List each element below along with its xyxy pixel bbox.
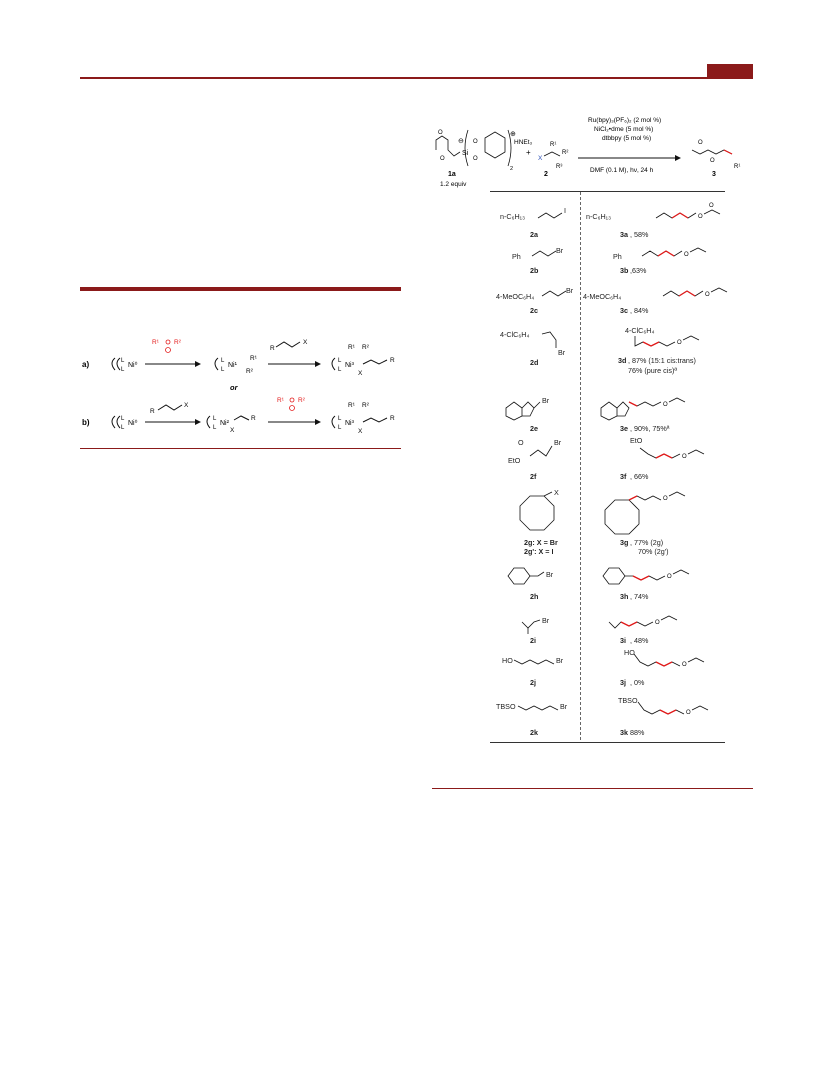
svg-text:DMF (0.1 M), hν, 24 h: DMF (0.1 M), hν, 24 h <box>590 167 654 174</box>
substrate-label: 2d <box>530 358 539 367</box>
table-row <box>490 282 730 318</box>
svg-text:L: L <box>338 358 342 364</box>
substrate-halide: Br <box>542 616 550 625</box>
product-name: Ph <box>613 252 622 261</box>
substrate-halide: Br <box>556 246 564 255</box>
substrate-label: 2h <box>530 592 539 601</box>
svg-text:Ni²: Ni² <box>220 420 229 427</box>
svg-text:O: O <box>655 620 660 626</box>
svg-text:O: O <box>682 662 687 668</box>
svg-text:X: X <box>303 339 308 346</box>
table-row <box>490 694 730 740</box>
substrate-label: 2i <box>530 636 536 645</box>
substrate-halide: Br <box>566 286 574 295</box>
svg-text:R: R <box>390 415 395 422</box>
ni3-product-a <box>332 344 395 377</box>
table-row <box>490 382 730 434</box>
substrate-name: Ph <box>512 252 521 261</box>
svg-text:R²: R² <box>298 397 305 404</box>
product-label: 3j <box>620 678 626 687</box>
product-name: 4-MeOC₆H₄ <box>583 292 622 301</box>
product-yield: , 77% (2g) <box>630 538 664 547</box>
svg-text:R¹: R¹ <box>550 142 557 148</box>
svg-text:+: + <box>526 148 531 157</box>
svg-text:R²: R² <box>246 368 253 375</box>
svg-text:Ni³: Ni³ <box>345 362 354 369</box>
product-yield: , 48% <box>630 636 649 645</box>
svg-text:R: R <box>251 415 256 422</box>
substrate-label: 2b <box>530 266 539 275</box>
vinyl-halide-general <box>538 142 568 178</box>
product-yield: , 90%, 75%ª <box>630 424 670 433</box>
svg-text:R³: R³ <box>556 164 563 170</box>
svg-text:X: X <box>538 155 543 162</box>
product-label: 3i <box>620 636 626 645</box>
substrate-name: HO <box>502 656 513 665</box>
svg-text:O: O <box>684 252 689 258</box>
substrate-label: 2a <box>530 230 538 239</box>
svg-text:X: X <box>358 428 363 435</box>
svg-text:Ni³: Ni³ <box>345 420 354 427</box>
table-row <box>490 322 730 378</box>
svg-text:L: L <box>338 416 342 422</box>
vinyl-halide-a <box>270 339 308 352</box>
svg-text:O: O <box>677 340 682 346</box>
product-yield: , 87% (15:1 cis:trans) <box>628 356 696 365</box>
svg-text:O: O <box>698 214 703 220</box>
product-name: 4-ClC₆H₄ <box>625 326 655 335</box>
ni3-product-b <box>332 402 395 435</box>
substrate-halide: Br <box>554 438 562 447</box>
substrate-name: EtO <box>508 456 521 465</box>
ni1-complex-a <box>215 355 258 375</box>
product-label: 3c <box>620 306 628 315</box>
svg-text:NiCl₂•dme (5 mol %): NiCl₂•dme (5 mol %) <box>594 126 654 133</box>
substrate-label: 2f <box>530 472 537 481</box>
svg-text:R¹: R¹ <box>277 397 284 404</box>
table-row <box>490 242 730 278</box>
ni2-complex-b <box>207 415 256 434</box>
svg-text:R¹: R¹ <box>348 402 355 409</box>
svg-text:O: O <box>473 156 478 162</box>
reaction-conditions <box>578 117 680 174</box>
substrate-label: 2e <box>530 424 538 433</box>
product-label: 3d <box>618 356 627 365</box>
svg-text:L: L <box>221 358 225 364</box>
svg-text:O: O <box>698 140 703 146</box>
svg-text:L: L <box>121 358 125 364</box>
table-row <box>490 648 730 692</box>
product-structure <box>620 198 730 228</box>
product-yield: , 74% <box>630 592 649 601</box>
svg-text:X: X <box>184 402 189 409</box>
substrate-halide: Br <box>542 396 550 405</box>
svg-text:Ni⁰: Ni⁰ <box>128 420 138 427</box>
svg-text:R: R <box>150 408 155 415</box>
svg-text:R²: R² <box>362 402 369 409</box>
reaction-equation <box>430 110 750 195</box>
svg-text:O: O <box>663 402 668 408</box>
mechanism-scheme <box>80 320 405 445</box>
scheme-bottom-rule <box>80 448 401 449</box>
svg-text:L: L <box>121 416 125 422</box>
svg-text:O: O <box>686 710 691 716</box>
svg-text:O: O <box>440 156 445 162</box>
product-yield: , 0% <box>630 678 645 687</box>
svg-text:R¹: R¹ <box>250 355 257 362</box>
svg-text:R²: R² <box>362 344 369 351</box>
svg-text:Ni¹: Ni¹ <box>228 362 237 369</box>
ni0-complex-b <box>112 416 138 431</box>
radical-reagent-b <box>277 397 306 411</box>
header-rule <box>80 77 753 79</box>
header-tab <box>707 64 753 78</box>
svg-text:1.2 equiv: 1.2 equiv <box>440 181 467 188</box>
substrate-label: 2j <box>530 678 536 687</box>
table-bottom-rule <box>490 742 725 743</box>
product-yield: , 66% <box>630 472 649 481</box>
table-row <box>490 488 730 556</box>
svg-text:⊖: ⊖ <box>458 138 464 145</box>
substrate-name: 4-ClC₆H₄ <box>500 330 530 339</box>
svg-text:L: L <box>121 425 125 431</box>
or-label: or <box>230 383 238 392</box>
svg-text:X: X <box>358 370 363 377</box>
substrate-name: 4-MeOC₆H₄ <box>496 292 535 301</box>
svg-text:O: O <box>709 203 714 209</box>
substrate-halide: X <box>554 488 559 497</box>
svg-text:L: L <box>221 367 225 373</box>
svg-text:Si: Si <box>462 150 469 157</box>
product-yield: 88% <box>630 728 645 737</box>
table-row <box>490 610 730 650</box>
product-name: TBSO <box>618 696 638 705</box>
product-name: EtO <box>630 436 643 445</box>
substrate-halide: I <box>564 206 566 215</box>
substrate-label: 2c <box>530 306 538 315</box>
substrate-label: 2g: X = Br <box>524 538 558 547</box>
product-label: 3e <box>620 424 628 433</box>
table-top-rule <box>490 191 725 192</box>
svg-text:R: R <box>390 357 395 364</box>
svg-text:1a: 1a <box>448 171 456 178</box>
silicate-structure <box>436 130 513 188</box>
substrate-name: TBSO <box>496 702 516 711</box>
product-label: 3a <box>620 230 628 239</box>
svg-text:R²: R² <box>174 339 181 346</box>
product-note: 76% (pure cis)ª <box>628 366 677 375</box>
product-label: 3b <box>620 266 629 275</box>
svg-text:O: O <box>473 139 478 145</box>
svg-text:R²: R² <box>562 150 569 156</box>
svg-text:L: L <box>213 416 217 422</box>
product-label: 3k <box>620 728 628 737</box>
svg-text:O: O <box>663 496 668 502</box>
svg-text:R: R <box>270 345 275 352</box>
svg-text:O: O <box>667 574 672 580</box>
product-label: 3f <box>620 472 627 481</box>
svg-text:O: O <box>682 454 687 460</box>
svg-text:L: L <box>121 367 125 373</box>
svg-text:Ru(bpy)₃(PF₆)₂ (2 mol %): Ru(bpy)₃(PF₆)₂ (2 mol %) <box>588 117 662 124</box>
product-general <box>692 140 740 178</box>
svg-text:X: X <box>230 427 235 434</box>
svg-text:R¹: R¹ <box>734 164 741 170</box>
substrate-halide: Br <box>556 656 564 665</box>
product-note: 70% (2g') <box>638 547 669 556</box>
product-label: 3g <box>620 538 629 547</box>
product-yield: , 58% <box>630 230 649 239</box>
svg-text:2: 2 <box>510 166 514 172</box>
svg-text:O: O <box>438 130 443 136</box>
substrate-halide: Br <box>546 570 554 579</box>
ni0-complex-a <box>112 358 138 373</box>
product-name: n-C₆H₁₃ <box>586 212 612 221</box>
product-name: HO <box>624 648 635 657</box>
substrate-label-2: 2g': X = I <box>524 547 554 556</box>
radical-reagent-a <box>152 339 182 353</box>
cation-label: HNEt₃ <box>514 139 533 146</box>
svg-text:L: L <box>213 425 217 431</box>
row-a-label: a) <box>82 360 90 369</box>
svg-text:R¹: R¹ <box>348 344 355 351</box>
product-label: 3h <box>620 592 629 601</box>
scheme-top-rule <box>80 287 401 291</box>
substrate-halide: Br <box>560 702 568 711</box>
svg-text:Ni⁰: Ni⁰ <box>128 362 138 369</box>
product-yield: , 84% <box>630 306 649 315</box>
svg-text:2: 2 <box>544 171 548 178</box>
svg-text:L: L <box>338 425 342 431</box>
substrate-name: n-C₆H₁₃ <box>500 212 526 221</box>
row-b-label: b) <box>82 418 90 427</box>
vinyl-halide-b <box>150 402 189 415</box>
svg-text:R¹: R¹ <box>152 339 159 346</box>
section-bottom-rule <box>432 788 753 789</box>
substrate-halide: Br <box>558 348 566 357</box>
indene-structure <box>500 382 580 422</box>
table-row <box>490 434 730 484</box>
product-yield: ,63% <box>630 266 647 275</box>
substrate-o: O <box>518 438 524 447</box>
svg-text:3: 3 <box>712 171 716 178</box>
svg-text:dtbbpy (5 mol %): dtbbpy (5 mol %) <box>602 135 652 142</box>
svg-text:L: L <box>338 367 342 373</box>
table-row <box>490 562 730 606</box>
substrate-label: 2k <box>530 728 538 737</box>
table-row <box>490 198 730 240</box>
cyclooctene-structure <box>500 488 580 536</box>
svg-text:⊕: ⊕ <box>510 131 516 138</box>
svg-text:O: O <box>705 292 710 298</box>
svg-text:O: O <box>710 158 715 164</box>
